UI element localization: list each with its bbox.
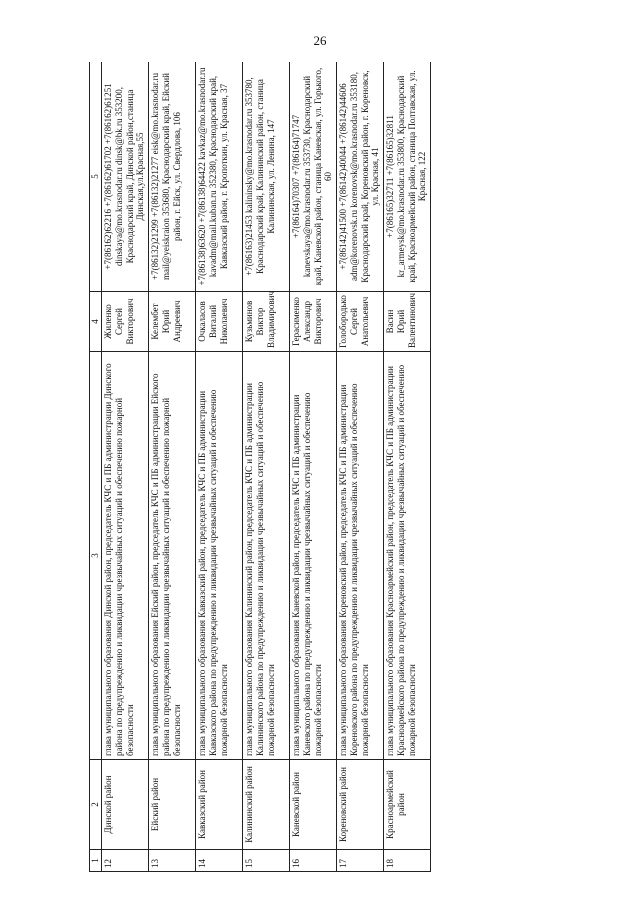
table-row [149, 62, 196, 872]
position-title: глава муниципального образования Кавказский район, председатель КЧС и ПБ администрации Кавказского района по предупреждению и ликвидации чрезвычайных ситуаций и обеспечению пожарной безопасности [196, 352, 243, 760]
person-name [102, 292, 149, 352]
patronymic: Владимирович [265, 291, 276, 348]
patronymic: Андреевич [171, 300, 182, 343]
first-name: Сергей [113, 308, 124, 335]
person-name [337, 292, 384, 352]
patronymic: Николаевич [218, 298, 229, 345]
rotated-table-area [89, 62, 529, 872]
person-name [384, 292, 431, 352]
header-row [90, 62, 102, 872]
surname: Кузьминов [244, 300, 254, 343]
district-name: Каневской район [290, 760, 337, 850]
person-name [243, 292, 290, 352]
row-number: 12 [102, 850, 149, 872]
surname: Очкаласов [197, 301, 207, 342]
column-header: 3 [90, 352, 102, 760]
row-number: 15 [243, 850, 290, 872]
position-title: глава муниципального образования Ейский район, председатель КЧС и ПБ администрации Ейского района по предупреждению и ликвидации чрезвычайных ситуаций и обеспечению пожарной безопасности [149, 352, 196, 760]
page-number: 26 [313, 33, 327, 48]
patronymic: Викторович [124, 298, 135, 345]
contacts-table [89, 62, 431, 872]
surname: Голобородько [338, 295, 348, 348]
row-number: 18 [384, 850, 431, 872]
column-header: 5 [90, 62, 102, 292]
contact-info: +7(86132)21299 +7(86132)21277 eisk@mo.krasnodar.ru mail@yeiskraion 353680, Краснодарский край, Ейский район, г. Ейск, ул. Свердлова, 106 [149, 62, 196, 292]
position-title: глава муниципального образования Каневской район, председатель КЧС и ПБ администрации Каневского района по предупреждению и ликвидации чрезвычайных ситуаций и обеспечению пожарной безопасности [290, 352, 337, 760]
row-number: 17 [337, 850, 384, 872]
column-header: 4 [90, 292, 102, 352]
person-name [196, 292, 243, 352]
contact-info: +7(86163)21453 kalininsky@mo.krasnodar.ru 353780, Краснодарский край, Калининский район, станица Калининская, ул. Ленина, 147 [243, 62, 290, 292]
district-name: Кавказский район [196, 760, 243, 850]
position-title: глава муниципального образования Калининский район, председатель КЧС и ПБ администрации Калининского района по предупреждению и ликвидации чрезвычайных ситуаций и обеспечению пожарной безопасности [243, 352, 290, 760]
table-row [337, 62, 384, 872]
table-row [102, 62, 149, 872]
table-row [196, 62, 243, 872]
rotated-table-content [89, 62, 529, 872]
column-header: 2 [90, 760, 102, 850]
contact-info: +7(86165)32711 +7(86165)32811 kr_armeysk@mo.krasnodar.ru 353800, Краснодарский край, Красноармейский район, станица Полтавская, ул. Красная, 122 [384, 62, 431, 292]
row-number: 14 [196, 850, 243, 872]
surname: Васин [385, 309, 395, 334]
table-row [243, 62, 290, 872]
first-name: Александр [301, 300, 312, 343]
first-name: Виталий [207, 304, 218, 339]
first-name: Юрий [160, 309, 171, 334]
district-name: Ейский район [149, 760, 196, 850]
table-row [290, 62, 337, 872]
first-name: Виктор [254, 307, 265, 336]
district-name: Красноармейский район [384, 760, 431, 850]
surname: Жиленко [103, 304, 113, 339]
row-number: 16 [290, 850, 337, 872]
row-number: 13 [149, 850, 196, 872]
contact-info: +7(86164)70307 +7(86164)71747 kanevskaya@mo.krasnodar.ru 353730, Краснодарский край, Каневской район, станица Каневская, ул. Горького, 60 [290, 62, 337, 292]
first-name: Юрий [395, 309, 406, 334]
surname: Келембет [150, 303, 160, 340]
district-name: Кореновский район [337, 760, 384, 850]
contact-info: +7(86142)41500 +7(86142)40044 +7(86142)44606 adm@korenovsk.ru korenovsk@mo.krasnodar.ru 353180, Краснодарский край, Кореновский район, г. Кореновск, ул. Красная, 41 [337, 62, 384, 292]
patronymic: Викторович [312, 298, 323, 345]
position-title: глава муниципального образования Кореновский район, председатель КЧС и ПБ администрации Кореновского района по предупреждению и ликвидации чрезвычайных ситуаций и обеспечению пожарной безопасности [337, 352, 384, 760]
position-title: глава муниципального образования Динской район, председатель КЧС и ПБ администрации Динского района по предупреждению и ликвидации чрезвычайных ситуаций и обеспечению пожарной безопасности [102, 352, 149, 760]
person-name [290, 292, 337, 352]
district-name: Калининский район [243, 760, 290, 850]
patronymic: Анатольевич [359, 296, 370, 347]
surname: Герасименко [291, 297, 301, 346]
patronymic: Валентинович [406, 292, 417, 348]
district-name: Динской район [102, 760, 149, 850]
contact-info: +7(86162)62216 +7(86162)61702 +7(86162)61251 dinskaya@mo.krasnodar.ru dinsk@bk.ru 353200, Краснодарский край, Динской район,станица Динская,ул.Красная,55 [102, 62, 149, 292]
position-title: глава муниципального образования Красноармейский район, председатель КЧС и ПБ администрации Красноармейского района по предупреждению и ликвидации чрезвычайных ситуаций и обеспечению пожарной безопасности [384, 352, 431, 760]
column-header: 1 [90, 850, 102, 872]
table-row [384, 62, 431, 872]
first-name: Сергей [348, 308, 359, 335]
person-name [149, 292, 196, 352]
contact-info: +7(86138)63620 +7(86138)64422 kavkaz@mo.krasnodar.ru kavadm@mail.kuban.ru 352380, Краснодарский край, Кавказский район, г. Кропоткин, ул. Красная, 37 [196, 62, 243, 292]
